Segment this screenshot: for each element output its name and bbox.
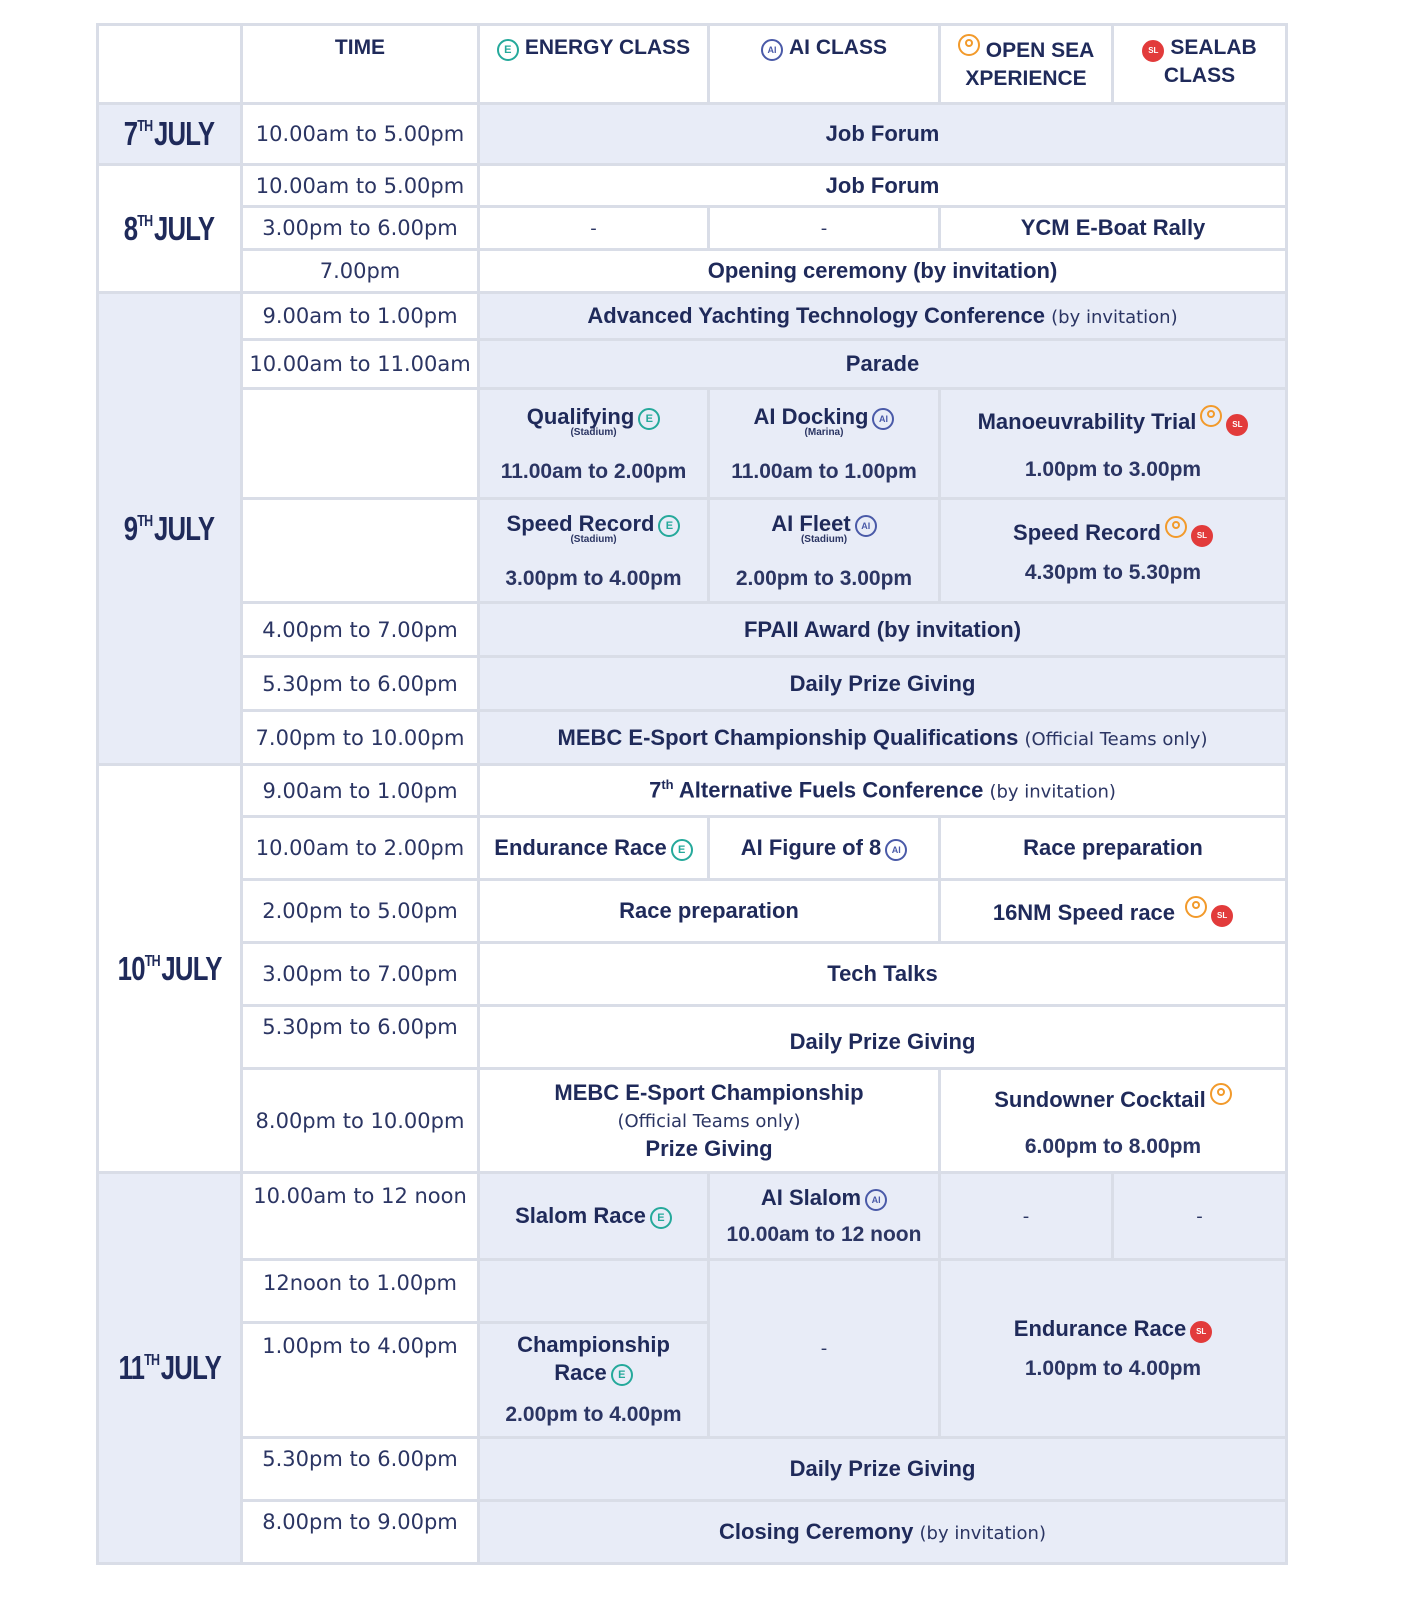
row-9-5: [98, 603, 1287, 657]
energy-icon: E: [611, 1364, 633, 1386]
header-empty: [98, 25, 242, 104]
ai-icon: AI: [761, 39, 783, 61]
header-ai: [709, 25, 940, 104]
event-championship-race: Championship Race E 2.00pm to 4.00pm: [479, 1323, 709, 1438]
time-cell: 10.00am to 11.00am: [242, 340, 479, 389]
event-daily-prize-giving: Daily Prize Giving: [479, 1006, 1287, 1069]
event-speed-record-energy: Speed Record E (Stadium) 3.00pm to 4.00pm: [479, 499, 709, 603]
sealab-icon: SL: [1191, 525, 1213, 547]
event-endurance-race-energy: Endurance Race E: [479, 817, 709, 880]
open-sea-icon: [1210, 1083, 1232, 1105]
event-daily-prize-giving: Daily Prize Giving: [479, 1438, 1287, 1501]
row-11-1: [98, 1173, 1287, 1260]
event-fpaii-award: FPAII Award (by invitation): [479, 603, 1287, 657]
row-10-1: [98, 765, 1287, 817]
event-esport-qualifications: MEBC E-Sport Championship Qualifications (Official Teams only): [479, 711, 1287, 765]
row-10-5: [98, 1006, 1287, 1069]
time-cell: 8.00pm to 9.00pm: [242, 1501, 479, 1564]
header-open-sea-label-2: XPERIENCE: [965, 67, 1087, 90]
event-race-preparation: Race preparation: [940, 817, 1287, 880]
row-9-2: [98, 340, 1287, 389]
row-9-1: [98, 293, 1287, 340]
event-daily-prize-giving: Daily Prize Giving: [479, 657, 1287, 711]
event-slalom-race: Slalom Race E: [479, 1173, 709, 1260]
event-esport-championship: MEBC E-Sport Championship (Official Teams only) Prize Giving: [479, 1069, 940, 1173]
energy-icon: E: [671, 839, 693, 861]
event-16nm-speed-race: 16NM Speed race SL: [940, 880, 1287, 943]
header-open-sea: [940, 25, 1113, 104]
time-cell: 1.00pm to 4.00pm: [242, 1323, 479, 1438]
time-cell: 9.00am to 1.00pm: [242, 765, 479, 817]
ai-icon: AI: [855, 515, 877, 537]
energy-empty: [479, 1260, 709, 1323]
header-time: TIME: [242, 25, 479, 104]
time-cell: 3.00pm to 6.00pm: [242, 207, 479, 250]
header-sealab: [1113, 25, 1287, 104]
time-cell: 10.00am to 2.00pm: [242, 817, 479, 880]
event-job-forum: Job Forum: [479, 104, 1287, 165]
row-9-7: [98, 711, 1287, 765]
time-cell: 10.00am to 5.00pm: [242, 165, 479, 207]
event-fuels-conference: 7th Alternative Fuels Conference (by invitation): [479, 765, 1287, 817]
header-sealab-label: SEALAB: [1170, 36, 1257, 59]
time-cell: 4.00pm to 7.00pm: [242, 603, 479, 657]
row-11-4: [98, 1438, 1287, 1501]
event-opening-ceremony: Opening ceremony (by invitation): [479, 250, 1287, 293]
event-job-forum: Job Forum: [479, 165, 1287, 207]
header-energy-label: ENERGY CLASS: [524, 36, 691, 59]
row-11-2: [98, 1260, 1287, 1323]
event-closing-ceremony: Closing Ceremony (by invitation): [479, 1501, 1287, 1564]
row-9-6: [98, 657, 1287, 711]
row-9-3: [98, 389, 1287, 499]
ai-icon: AI: [885, 839, 907, 861]
row-10-6: [98, 1069, 1287, 1173]
sealab-icon: SL: [1190, 1321, 1212, 1343]
open-sea-icon: [1165, 516, 1187, 538]
ai-empty: -: [709, 1260, 940, 1438]
row-11-5: [98, 1501, 1287, 1564]
header-sealab-label-2: CLASS: [1163, 64, 1236, 87]
date-7-july: 7THJULY: [98, 104, 242, 165]
event-tech-talks: Tech Talks: [479, 943, 1287, 1006]
row-9-4: [98, 499, 1287, 603]
energy-icon: E: [658, 515, 680, 537]
time-cell: 8.00pm to 10.00pm: [242, 1069, 479, 1173]
time-cell: 7.00pm: [242, 250, 479, 293]
ai-empty: -: [709, 207, 940, 250]
ai-icon: AI: [865, 1189, 887, 1211]
event-race-preparation: Race preparation: [479, 880, 940, 943]
time-cell: 9.00am to 1.00pm: [242, 293, 479, 340]
date-9-july: 9THJULY: [98, 293, 242, 765]
date-11-july: 11THJULY: [98, 1173, 242, 1564]
sealab-icon: SL: [1211, 905, 1233, 927]
time-cell-empty: [242, 389, 479, 499]
event-endurance-race-sealab: Endurance Race SL 1.00pm to 4.00pm: [940, 1260, 1287, 1438]
energy-icon: E: [650, 1207, 672, 1229]
event-eboat-rally: YCM E-Boat Rally: [940, 207, 1287, 250]
time-cell: 12noon to 1.00pm: [242, 1260, 479, 1323]
energy-icon: E: [638, 408, 660, 430]
event-parade: Parade: [479, 340, 1287, 389]
energy-icon: E: [497, 39, 519, 61]
open-sea-icon: [958, 34, 980, 56]
energy-empty: -: [479, 207, 709, 250]
event-ai-fleet: AI Fleet AI (Stadium) 2.00pm to 3.00pm: [709, 499, 940, 603]
event-sundowner-cocktail: Sundowner Cocktail 6.00pm to 8.00pm: [940, 1069, 1287, 1173]
time-cell: 7.00pm to 10.00pm: [242, 711, 479, 765]
time-cell: 10.00am to 5.00pm: [242, 104, 479, 165]
header-energy: [479, 25, 709, 104]
schedule-table: [96, 23, 1288, 1565]
sealab-empty: -: [1113, 1173, 1287, 1260]
event-qualifying: Qualifying E (Stadium) 11.00am to 2.00pm: [479, 389, 709, 499]
time-cell: 10.00am to 12 noon: [242, 1173, 479, 1260]
row-10-3: [98, 880, 1287, 943]
time-cell: 2.00pm to 5.00pm: [242, 880, 479, 943]
event-ai-docking: AI Docking AI (Marina) 11.00am to 1.00pm: [709, 389, 940, 499]
time-cell-empty: [242, 499, 479, 603]
row-7-1: [98, 104, 1287, 165]
row-10-4: [98, 943, 1287, 1006]
open-sea-icon: [1200, 405, 1222, 427]
row-8-3: [98, 250, 1287, 293]
time-cell: 5.30pm to 6.00pm: [242, 1438, 479, 1501]
header-open-sea-label: OPEN SEA: [985, 39, 1095, 62]
open-sea-icon: [1185, 896, 1207, 918]
header-row: [98, 25, 1287, 104]
event-yachting-conference: Advanced Yachting Technology Conference (by invitation): [479, 293, 1287, 340]
event-ai-figure-8: AI Figure of 8 AI: [709, 817, 940, 880]
date-8-july: 8THJULY: [98, 165, 242, 293]
event-manoeuvrability-trial: Manoeuvrability Trial SL 1.00pm to 3.00pm: [940, 389, 1287, 499]
sealab-icon: SL: [1142, 40, 1164, 62]
row-8-2: [98, 207, 1287, 250]
open-sea-empty: -: [940, 1173, 1113, 1260]
time-cell: 5.30pm to 6.00pm: [242, 1006, 479, 1069]
time-cell: 5.30pm to 6.00pm: [242, 657, 479, 711]
row-10-2: [98, 817, 1287, 880]
row-8-1: [98, 165, 1287, 207]
date-10-july: 10THJULY: [98, 765, 242, 1173]
event-ai-slalom: AI Slalom AI 10.00am to 12 noon: [709, 1173, 940, 1260]
ai-icon: AI: [872, 408, 894, 430]
header-ai-label: AI CLASS: [788, 36, 887, 59]
event-speed-record-other: Speed Record SL 4.30pm to 5.30pm: [940, 499, 1287, 603]
sealab-icon: SL: [1226, 414, 1248, 436]
time-cell: 3.00pm to 7.00pm: [242, 943, 479, 1006]
